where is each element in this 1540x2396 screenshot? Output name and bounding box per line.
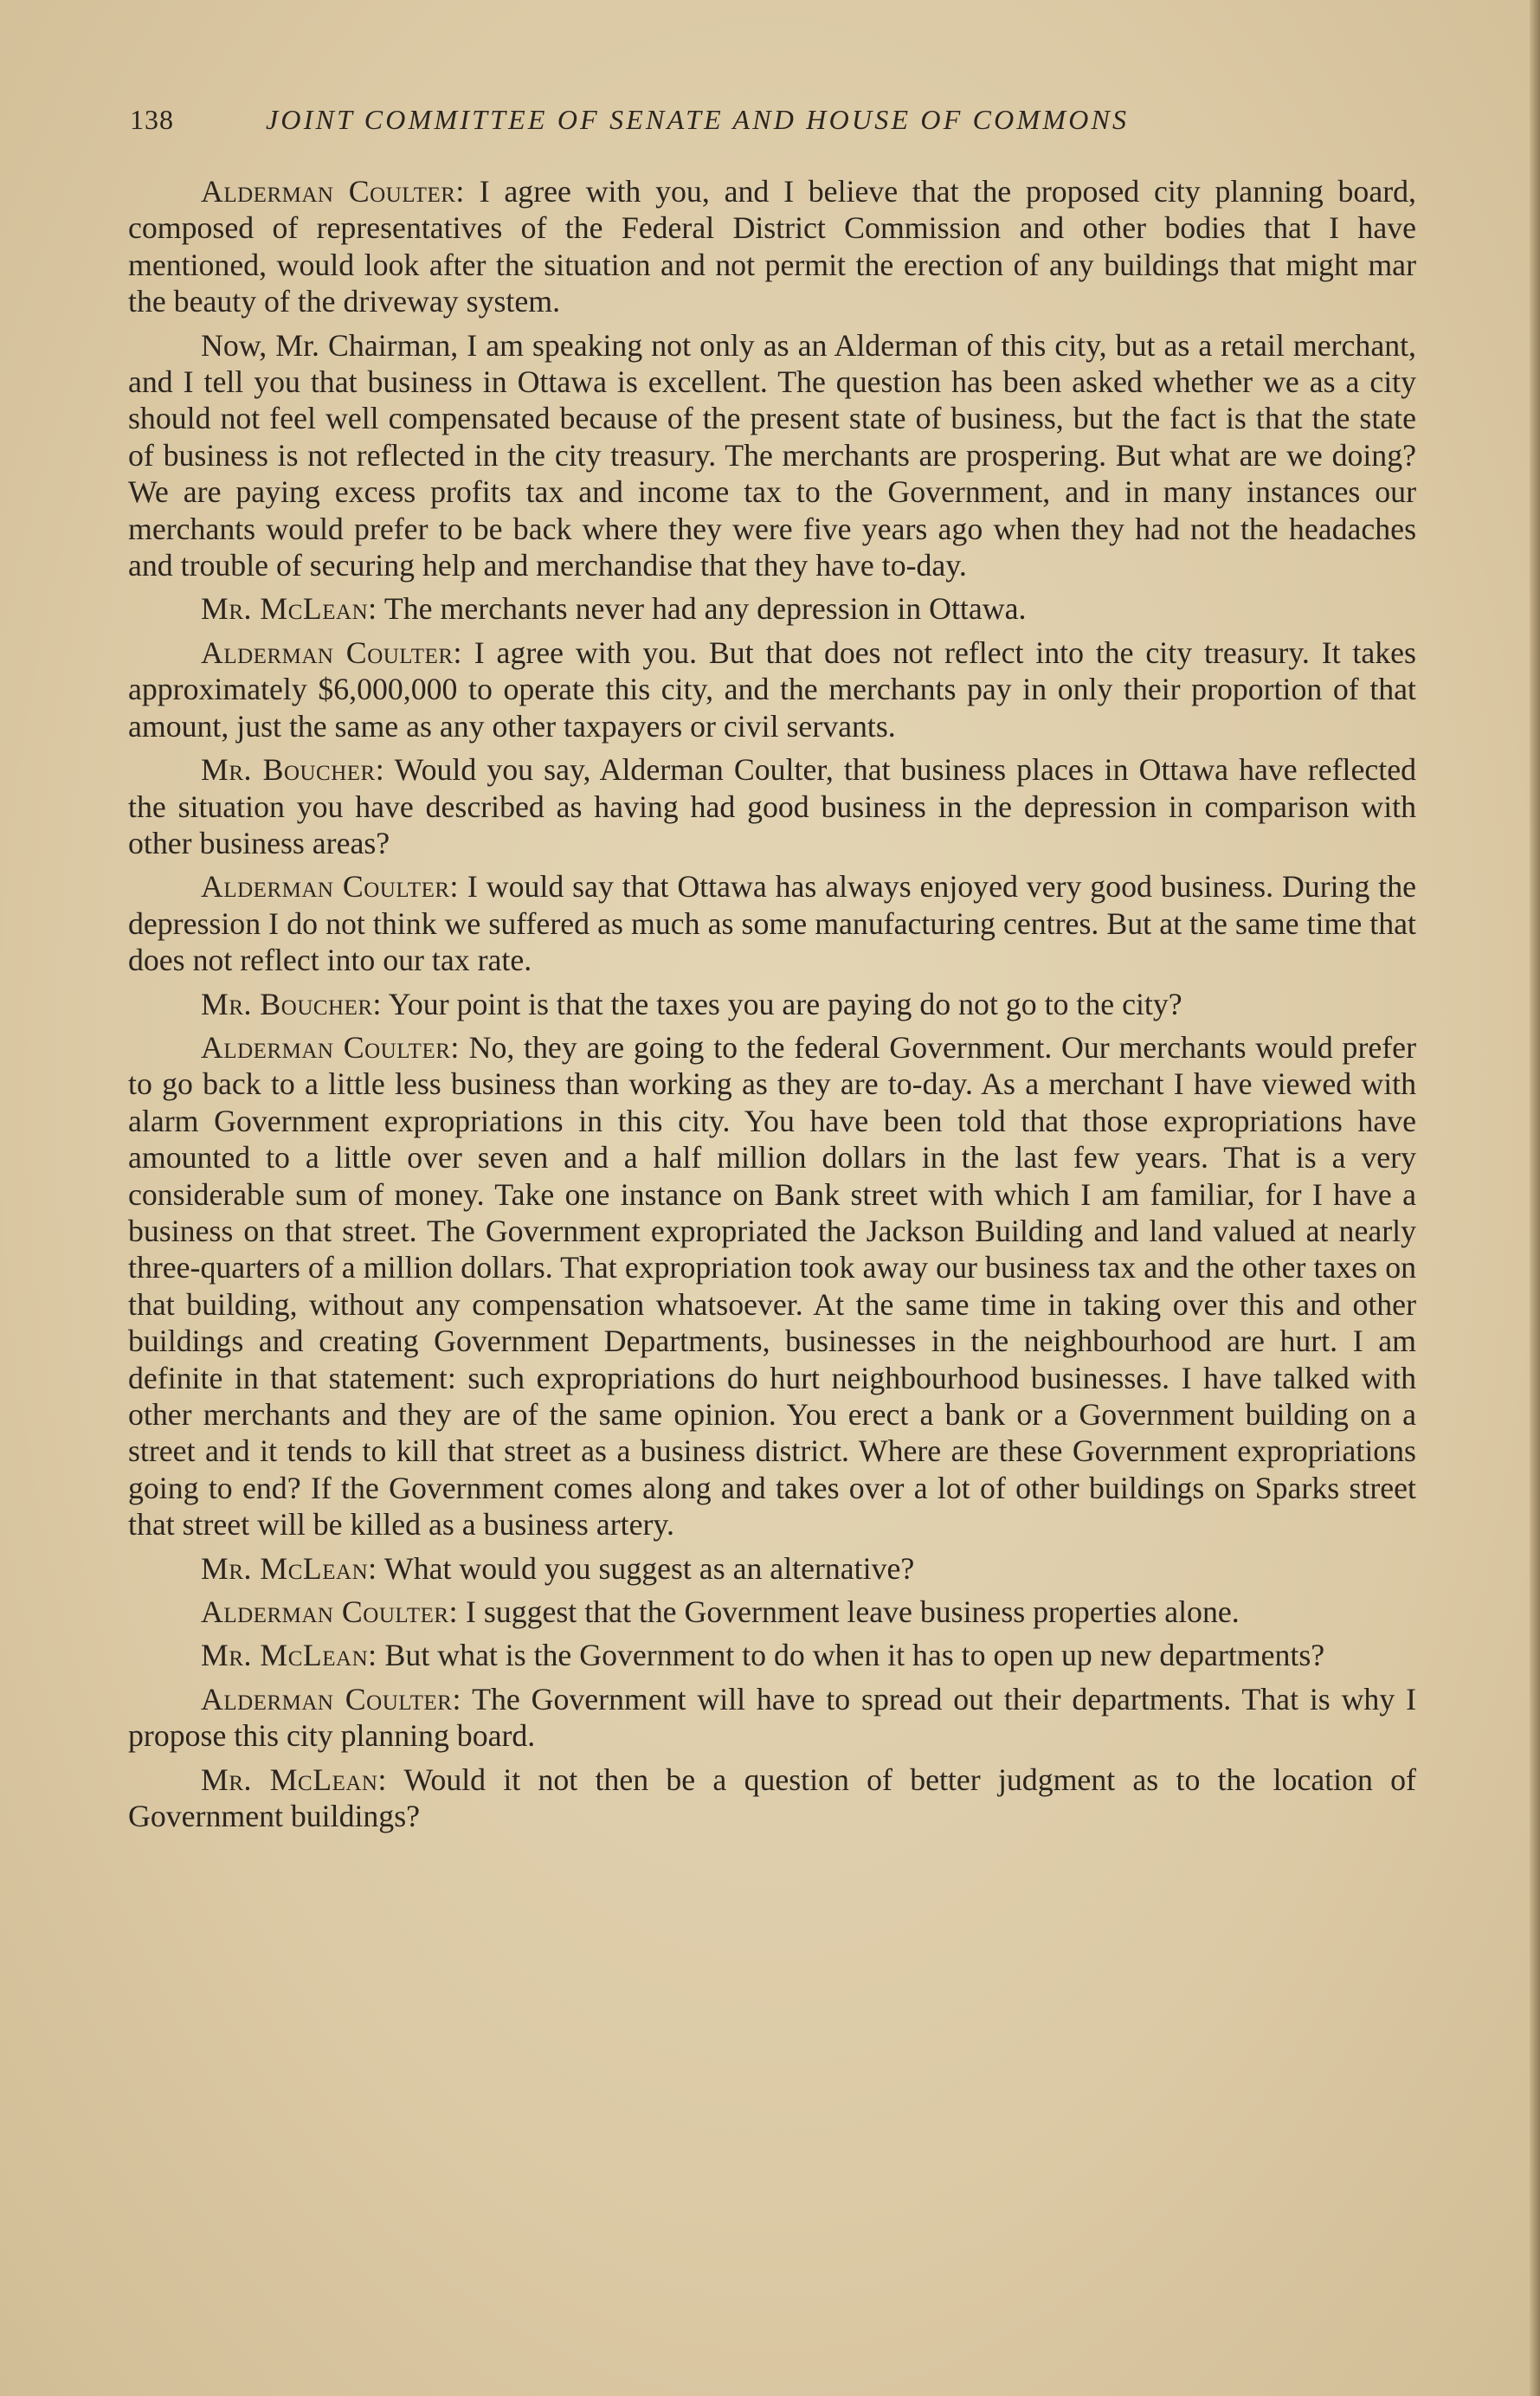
paragraph [128, 327, 1416, 584]
paragraph [128, 986, 1416, 1022]
paragraph-text: The Government will have to spread out their departments. That is why I propose this city planning board. [128, 1681, 1416, 1754]
speaker-name: Alderman Coulter: [201, 869, 459, 905]
paragraph-text: What would you suggest as an alternative? [377, 1550, 915, 1586]
paragraph [128, 173, 1416, 320]
speaker-name: Alderman Coulter: [201, 174, 465, 209]
speaker-name: Mr. Boucher: [201, 752, 385, 788]
paragraph [128, 1762, 1416, 1835]
speaker-name: Mr. McLean: [201, 1638, 377, 1673]
paragraph [128, 590, 1416, 627]
paragraph-text: Your point is that the taxes you are paying do not go to the city? [382, 986, 1182, 1021]
paragraph [128, 1594, 1416, 1630]
paragraph-text: Would it not then be a question of better judgment as to the location of Government buildings? [128, 1762, 1416, 1834]
paragraph-text: No, they are going to the federal Government. Our merchants would prefer to go back to a little less business than working as they are to-day. As a merchant I have viewed with alarm Government expropriations in this city. You have been told that those expropriations have amounted to a little over seven and a half million dollars in the last few years. That is a very considerable sum of money. Take one instance on Bank street with which I am familiar, for I have a business on that street. The Government expropriated the Jackson Building and land valued at nearly three-quarters of a million dollars. That expropriation took away our business tax and the other taxes on that building, without any compensation whatsoever. At the same time in taking over this and other buildings and creating Government Departments, businesses in the neighbourhood are hurt. I am definite in that statement: such expropriations do hurt neighbourhood businesses. I have talked with other merchants and they are of the same opinion. You erect a bank or a Government building on a street and it tends to kill that street as a business district. Where are these Government expropriations going to end? If the Government comes along and takes over a lot of other buildings on Sparks street that street will be killed as a business artery. [128, 1029, 1416, 1543]
page-header [130, 104, 1420, 142]
speaker-name: Alderman Coulter: [201, 1681, 461, 1716]
speaker-name: Mr. Boucher: [201, 986, 383, 1021]
paragraph [128, 1550, 1416, 1587]
paragraph-text: But what is the Government to do when it has to open up new departments? [377, 1638, 1325, 1673]
speaker-name: Mr. McLean: [201, 1762, 387, 1797]
paragraph-text: The merchants never had any depression in Ottawa. [377, 591, 1027, 627]
paragraph [128, 1637, 1416, 1673]
paragraph [128, 868, 1416, 978]
speaker-name: Alderman Coulter: [201, 1594, 459, 1630]
paragraph [128, 751, 1416, 861]
paragraph-text: I would say that Ottawa has always enjoyed very good business. During the depression I do not think we suffered as much as some manufacturing centres. But at the same time that does not reflect into our tax rate. [128, 869, 1416, 978]
paragraph-text: I agree with you, and I believe that the proposed city planning board, composed of representatives of the Federal District Commission and other bodies that I have mentioned, would look after the situation and not permit the erection of any buildings that might mar the beauty of the driveway system. [128, 174, 1416, 319]
paragraph-text: Now, Mr. Chairman, I am speaking not only as an Alderman of this city, but as a retail merchant, and I tell you that business in Ottawa is excellent. The question has been asked whether we as a city should not feel well compensated because of the present state of business, but the fact is that the state of business is not reflected in the city treasury. The merchants are prospering. But what are we doing? We are paying excess profits tax and income tax to the Government, and in many instances our merchants would prefer to be back where they were five years ago when they had not the headaches and trouble of securing help and merchandise that they have to-day. [128, 327, 1416, 583]
running-head: JOINT COMMITTEE OF SENATE AND HOUSE OF COMMONS [266, 104, 1130, 135]
paragraph-text: I agree with you. But that does not reflect into the city treasury. It takes approximately $6,000,000 to operate this city, and the merchants pay in only their proportion of that amount, just the same as any other taxpayers or civil servants. [128, 634, 1416, 744]
speaker-name: Mr. McLean: [201, 1550, 377, 1586]
page-edge [1530, 0, 1540, 2396]
paragraph [128, 634, 1416, 744]
paragraph [128, 1029, 1416, 1543]
speaker-name: Alderman Coulter: [201, 1029, 460, 1065]
paragraph-text: Would you say, Alderman Coulter, that business places in Ottawa have reflected the situation you have described as having had good business in the depression in comparison with other business areas? [128, 752, 1416, 860]
speaker-name: Mr. McLean: [201, 591, 377, 627]
page-number: 138 [130, 104, 174, 135]
speaker-name: Alderman Coulter: [201, 634, 462, 670]
transcript-body [128, 173, 1416, 1841]
paragraph [128, 1681, 1416, 1755]
paragraph-text: I suggest that the Government leave business properties alone. [458, 1594, 1240, 1630]
